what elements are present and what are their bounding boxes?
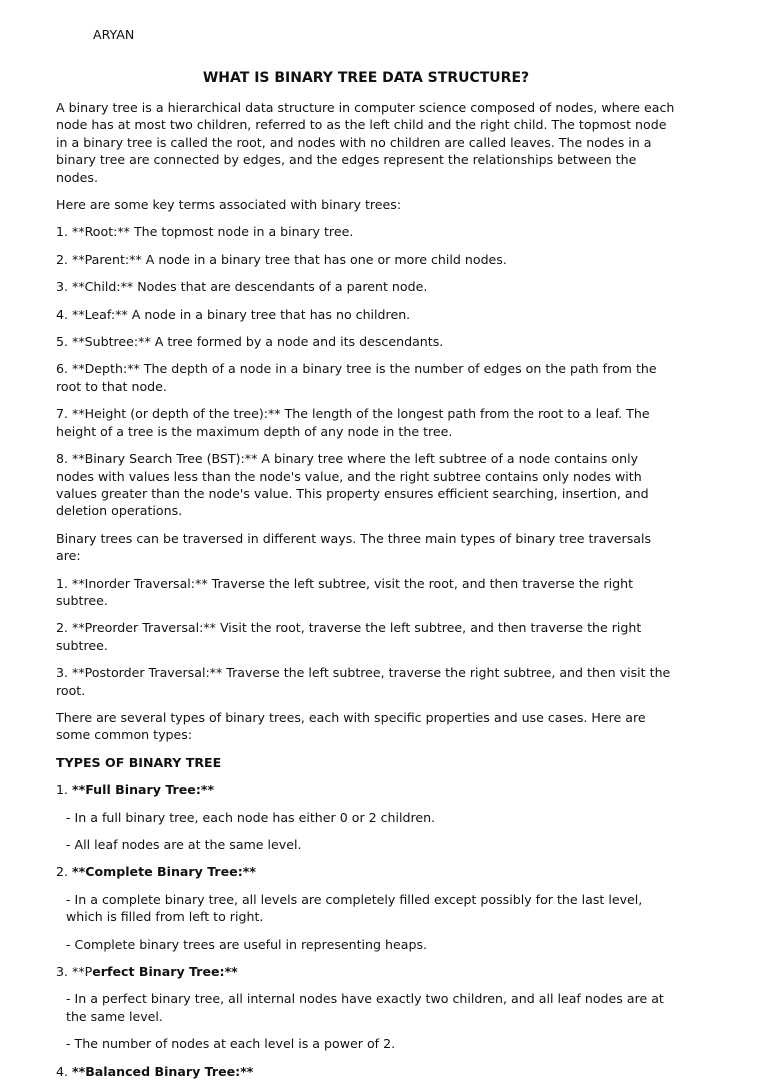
type-name: **Complete Binary Tree:**: [72, 864, 256, 880]
traversal-intro: Binary trees can be traversed in different ways. The three main types of binary tree traversals are:: [56, 530, 652, 564]
term-parent: 2. **Parent:** A node in a binary tree that has one or more child nodes.: [56, 251, 507, 267]
term-leaf: 4. **Leaf:** A node in a binary tree that has no children.: [56, 306, 411, 322]
type-number: 2.: [56, 864, 73, 880]
type-perfect-heading: [56, 963, 678, 980]
type-complete-heading: [56, 863, 678, 880]
type-balanced-heading: [56, 1063, 678, 1080]
type-name: **Full Binary Tree:**: [72, 782, 215, 798]
type-full-heading: [56, 781, 678, 798]
terms-intro: Here are some key terms associated with binary trees:: [56, 197, 402, 213]
term-subtree: 5. **Subtree:** A tree formed by a node and its descendants.: [56, 334, 444, 350]
traversal-postorder: 3. **Postorder Traversal:** Traverse the left subtree, traverse the right subtree, and then visit the root.: [56, 665, 671, 698]
term-height: 7. **Height (or depth of the tree):** The length of the longest path from the root to a leaf. The height of a tree is the maximum depth of any node in the tree.: [56, 406, 650, 439]
term-child: 3. **Child:** Nodes that are descendants of a parent node.: [56, 279, 428, 295]
traversal-preorder: 2. **Preorder Traversal:** Visit the root, traverse the left subtree, and then traverse the right subtree.: [56, 620, 642, 653]
author-name: ARYAN: [93, 27, 135, 42]
type-complete-bullet: - Complete binary trees are useful in representing heaps.: [66, 936, 428, 952]
type-full-bullet: - All leaf nodes are at the same level.: [66, 837, 302, 852]
type-name: erfect Binary Tree:**: [92, 964, 238, 980]
types-intro: There are several types of binary trees, each with specific properties and use cases. Here are some common types:: [56, 709, 646, 743]
term-bst: 8. **Binary Search Tree (BST):** A binary tree where the left subtree of a node contains only nodes with values less than the node's value, and the right subtree contains only nodes with values greater than the node's value. This property ensures efficient searching, insertion, and deletion operations.: [56, 451, 649, 519]
type-number: 3. **P: [56, 964, 93, 980]
term-root: 1. **Root:** The topmost node in a binary tree.: [56, 224, 354, 240]
page-title: WHAT IS BINARY TREE DATA STRUCTURE?: [202, 70, 530, 86]
document-body: [56, 99, 678, 1090]
type-name: **Balanced Binary Tree:**: [72, 1063, 254, 1079]
type-perfect-bullet: - The number of nodes at each level is a power of 2.: [66, 1036, 396, 1052]
type-complete-bullet: - In a complete binary tree, all levels are completely filled except possibly for the last level, which is filled from left to right.: [66, 891, 643, 925]
type-full-bullet: - In a full binary tree, each node has either 0 or 2 children.: [66, 809, 436, 825]
type-number: 1.: [56, 782, 73, 798]
type-perfect-bullet: - In a perfect binary tree, all internal nodes have exactly two children, and all leaf nodes are at the same level.: [66, 991, 664, 1024]
traversal-inorder: 1. **Inorder Traversal:** Traverse the left subtree, visit the root, and then traverse the right subtree.: [56, 575, 634, 608]
intro-paragraph: A binary tree is a hierarchical data structure in computer science composed of nodes, where each node has at most two children, referred to as the left child and the right child. The topmost node in a binary tree is called the root, and nodes with no children are called leaves. The nodes in a binary tree are connected by edges, and the edges represent the relationships between the nodes.: [56, 100, 675, 185]
types-heading: TYPES OF BINARY TREE: [56, 754, 222, 770]
type-number: 4.: [56, 1063, 73, 1079]
term-depth: 6. **Depth:** The depth of a node in a binary tree is the number of edges on the path from the root to that node.: [56, 361, 657, 394]
